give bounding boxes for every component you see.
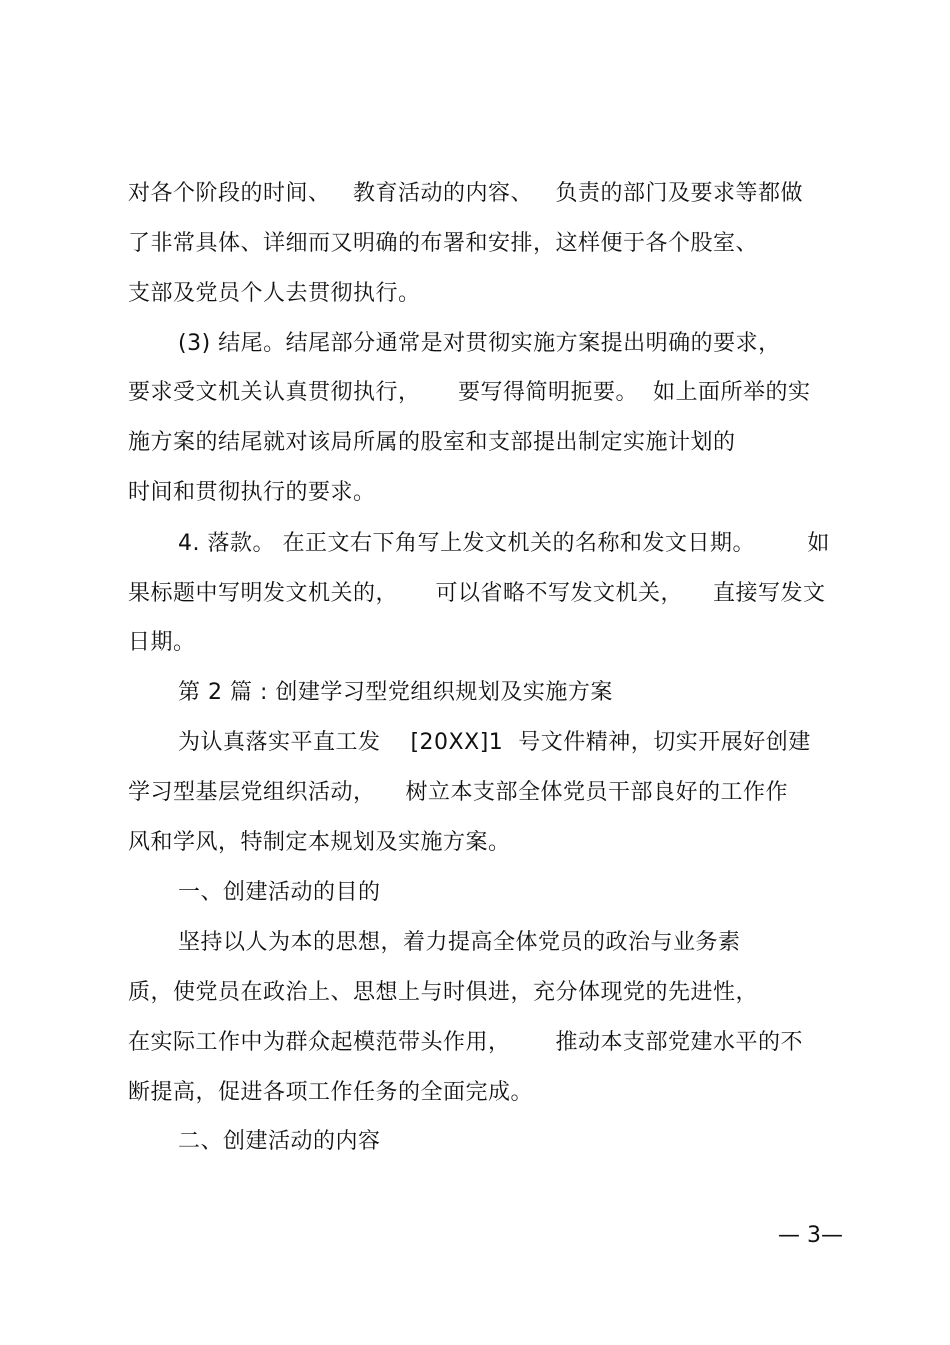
body-text-line: 风和学风，特制定本规划及实施方案。: [128, 830, 511, 855]
body-text-line: 果标题中写明发文机关的， 可以省略不写发文机关， 直接写发文: [128, 581, 826, 606]
body-text-line: 4. 落款。 在正文右下角写上发文机关的名称和发文日期。 如: [178, 531, 830, 556]
body-text-line: 日期。: [128, 630, 196, 655]
body-text-line: 时间和贯彻执行的要求。: [128, 480, 376, 505]
body-text-line: 施方案的结尾就对该局所属的股室和支部提出制定实施计划的: [128, 430, 736, 455]
body-text-line: 坚持以人为本的思想，着力提高全体党员的政治与业务素: [178, 930, 741, 955]
page-number: — 3—: [778, 1223, 843, 1248]
body-text-line: 质，使党员在政治上、思想上与时俱进，充分体现党的先进性，: [128, 980, 759, 1005]
body-text-line: 了非常具体、详细而又明确的布署和安排，这样便于各个股室、: [128, 231, 759, 256]
body-text-line: 断提高，促进各项工作任务的全面完成。: [128, 1080, 534, 1105]
section-title: 第 2 篇 : 创建学习型党组织规划及实施方案: [178, 680, 613, 705]
body-text-line: 为认真落实平直工发 [20XX]1 号文件精神，切实开展好创建: [178, 730, 811, 755]
body-text-line: 要求受文机关认真贯彻执行， 要写得简明扼要。 如上面所举的实: [128, 380, 811, 405]
body-text-line: 支部及党员个人去贯彻执行。: [128, 281, 421, 306]
body-text-line: 在实际工作中为群众起模范带头作用， 推动本支部党建水平的不: [128, 1030, 803, 1055]
section-heading: 二、创建活动的内容: [178, 1129, 381, 1154]
body-text-line: (3) 结尾。结尾部分通常是对贯彻实施方案提出明确的要求，: [178, 331, 781, 356]
body-text-line: 学习型基层党组织活动， 树立本支部全体党员干部良好的工作作: [128, 780, 788, 805]
section-heading: 一、创建活动的目的: [178, 880, 381, 905]
body-text-line: 对各个阶段的时间、 教育活动的内容、 负责的部门及要求等都做: [128, 181, 803, 206]
